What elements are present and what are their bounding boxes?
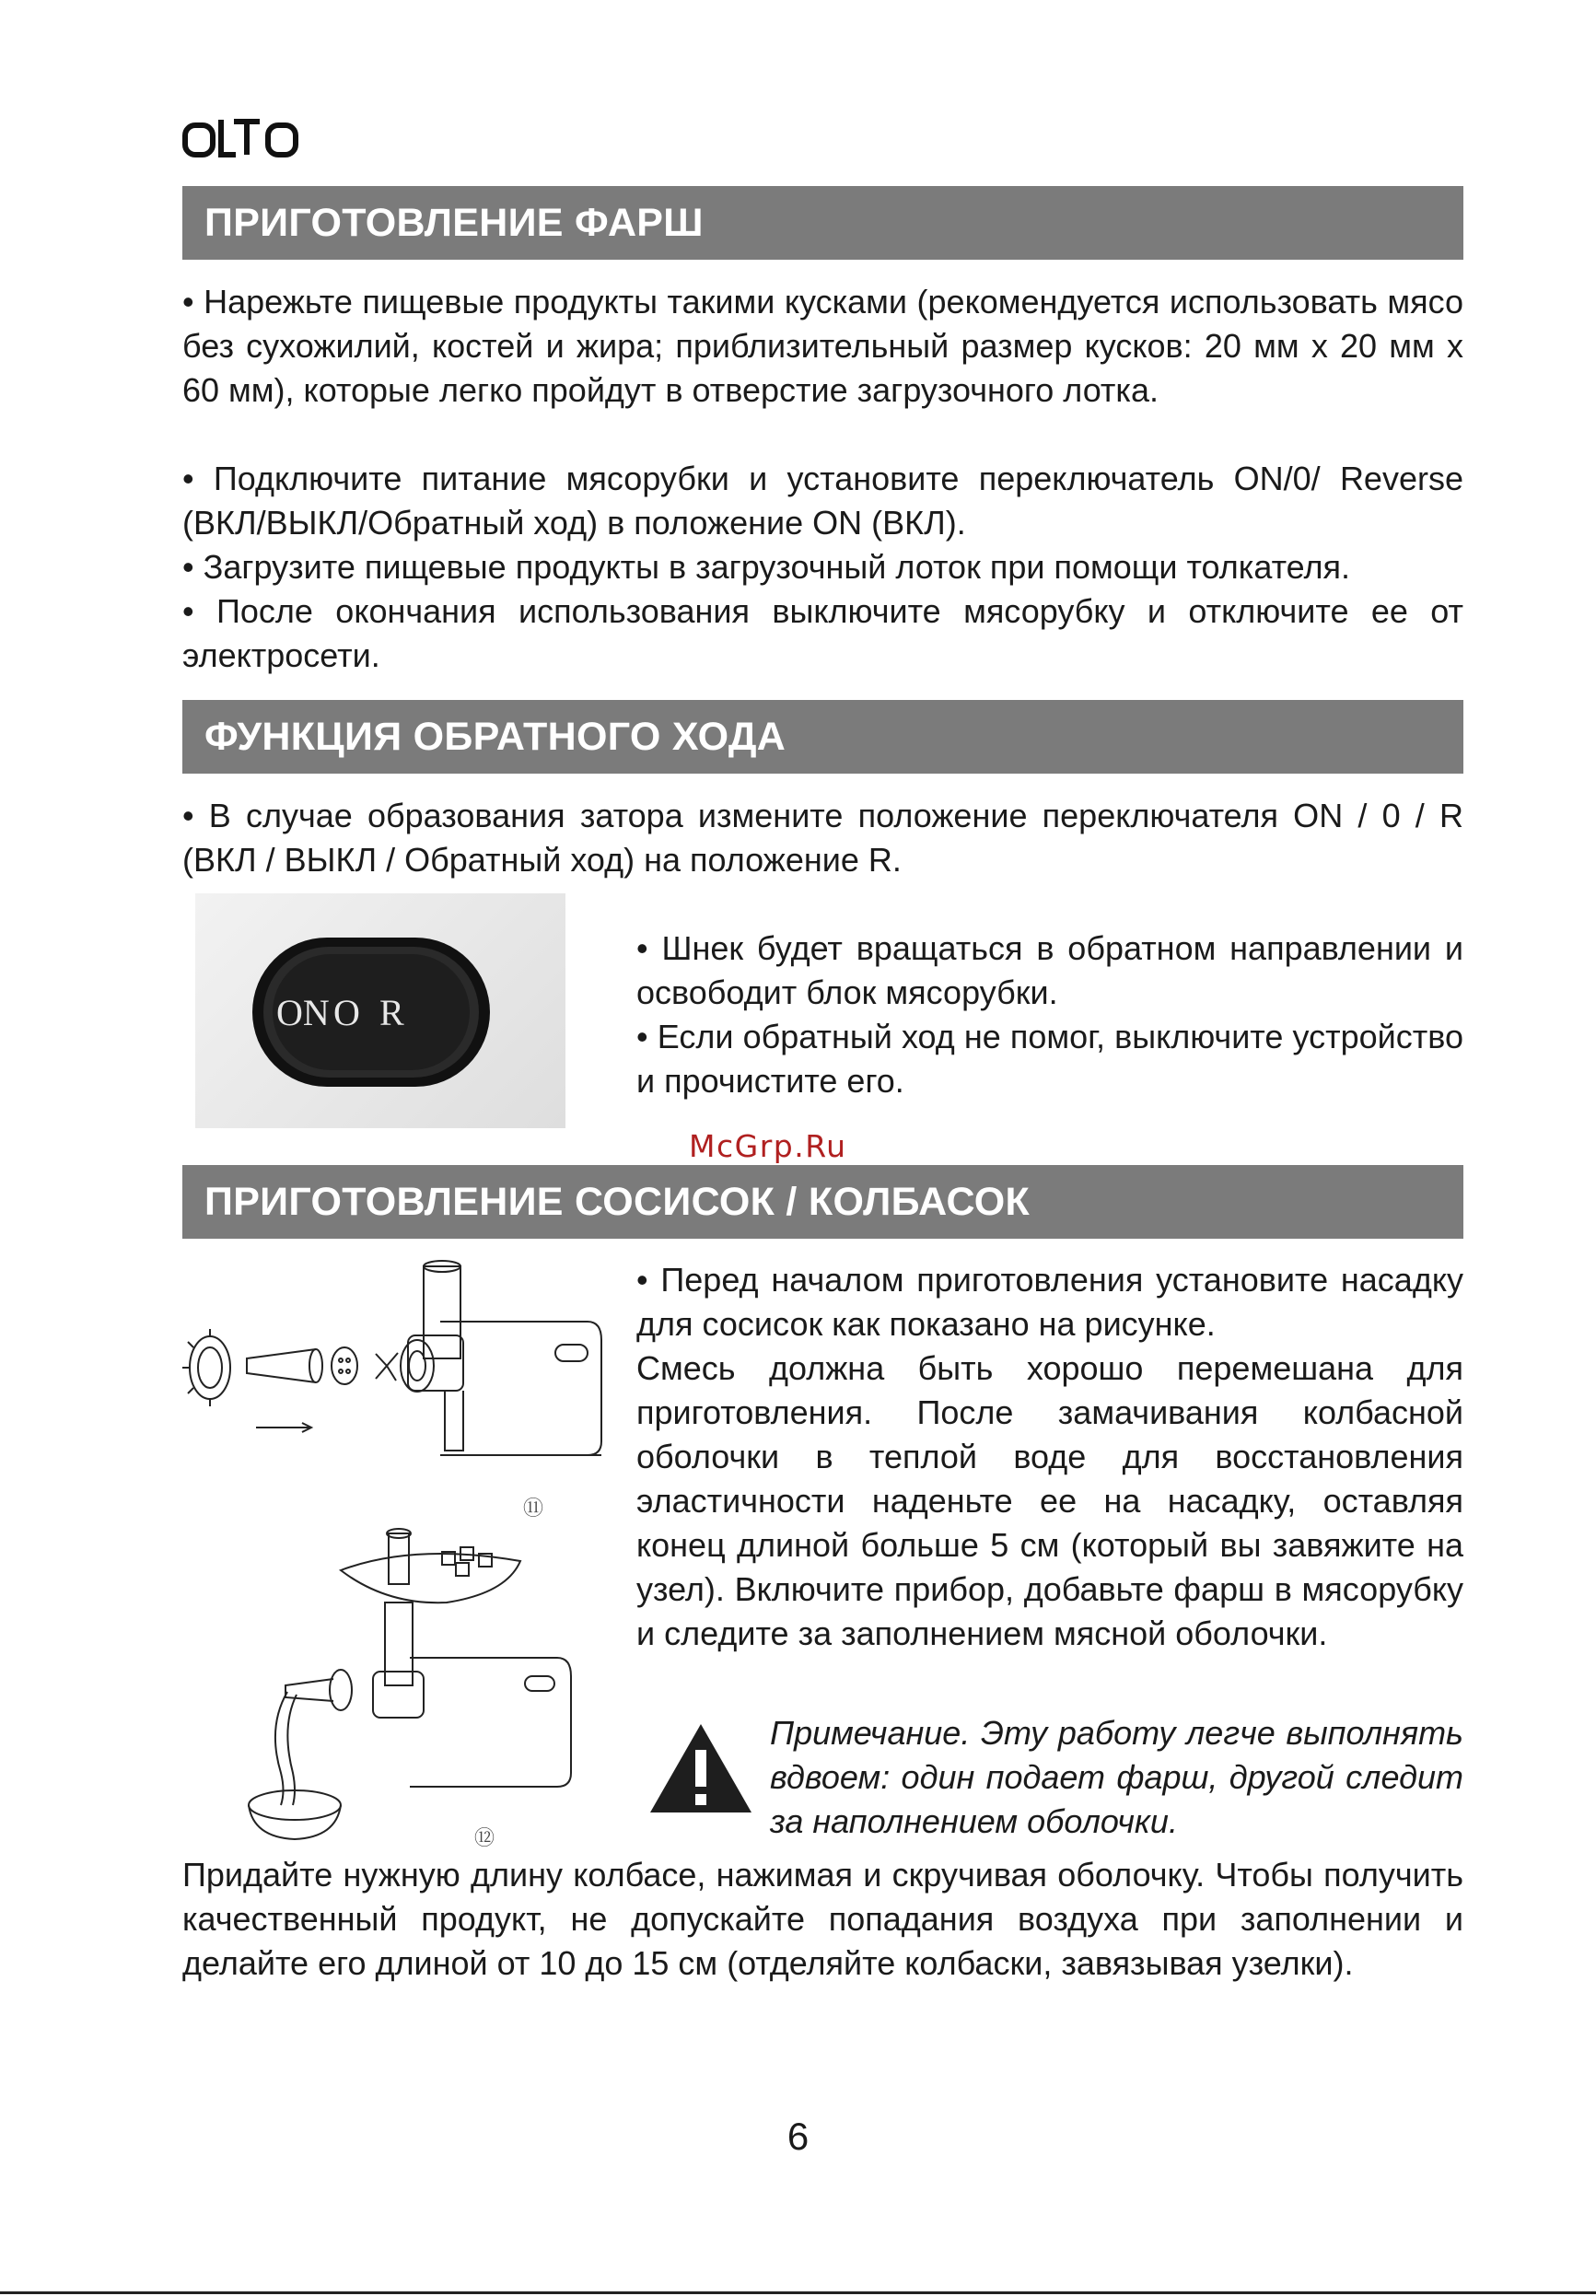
- reverse-step-2: • Шнек будет вращаться в обратном направлении и освободит блок мясорубки.: [636, 929, 1463, 1011]
- mince-step-4: • После окончания использования выключите мясорубку и отключите ее от электросети.: [182, 592, 1463, 674]
- watermark: McGrp.Ru: [689, 1128, 847, 1164]
- sausage-making-illustration: [230, 1497, 608, 1847]
- sausage-step-2: Смесь должна быть хорошо перемешана для приготовления. После замачивания колбасной оболочки в теплой воде для восстановления эластичности наденьте ее на насадку, оставляя конец длиной больше 5 см (который вы завяжите на узел). Включите прибор, добавьте фарш в мясорубку и следите за заполнением мясной оболочки.: [636, 1349, 1463, 1652]
- mince-step-2: • Подключите питание мясорубки и установите переключатель ON/0/ Reverse (ВКЛ/ВЫКЛ/Обратный ход) в положение ON (ВКЛ).: [182, 460, 1463, 542]
- olto-logo: [182, 112, 300, 160]
- section-heading-reverse: ФУНКЦИЯ ОБРАТНОГО ХОДА: [182, 700, 1463, 774]
- page-number: 6: [786, 2115, 810, 2158]
- switch-label-on: ON: [276, 992, 330, 1033]
- switch-photo: [195, 893, 565, 1128]
- mince-step-3: • Загрузите пищевые продукты в загрузочный лоток при помощи толкателя.: [182, 548, 1350, 586]
- switch-label-off: O: [333, 992, 360, 1033]
- section-heading-sausage: ПРИГОТОВЛЕНИЕ СОСИСОК / КОЛБАСОК: [182, 1165, 1463, 1239]
- bottom-rule: [0, 2291, 1596, 2294]
- reverse-step-1: • В случае образования затора измените положение переключателя ON / 0 / R (ВКЛ / ВЫКЛ / Обратный ход) на положение R.: [182, 797, 1463, 879]
- section-heading-mince: ПРИГОТОВЛЕНИЕ ФАРШ: [182, 186, 1463, 260]
- sausage-attachment-assembly-illustration: [182, 1257, 606, 1469]
- warning-icon: [647, 1720, 755, 1816]
- sausage-step-1: • Перед началом приготовления установите насадку для сосисок как показано на рисунке.: [636, 1261, 1463, 1343]
- figure-label-11: ⑪: [523, 1498, 544, 1521]
- sausage-step-3: Придайте нужную длину колбасе, нажимая и скручивая оболочку. Чтобы получить качественный продукт, не допускайте попадания воздуха при заполнении и делайте его длиной от 10 до 15 см (отделяйте колбаски, завязывая узелки).: [182, 1856, 1463, 1982]
- note-text: Примечание. Эту работу легче выполнять вдвоем: один подает фарш, другой следит за наполнением оболочки.: [770, 1714, 1463, 1840]
- mince-step-1: • Нарежьте пищевые продукты такими кусками (рекомендуется использовать мясо без сухожилий, костей и жира; приблизительный размер кусков: 20 мм x 20 мм x 60 мм), которые легко пройдут в отверстие загрузочного лотка.: [182, 283, 1463, 409]
- reverse-step-3: • Если обратный ход не помог, выключите устройство и прочистите его.: [636, 1018, 1463, 1100]
- figure-label-12: ⑫: [474, 1827, 495, 1847]
- switch-label-reverse: R: [379, 992, 404, 1033]
